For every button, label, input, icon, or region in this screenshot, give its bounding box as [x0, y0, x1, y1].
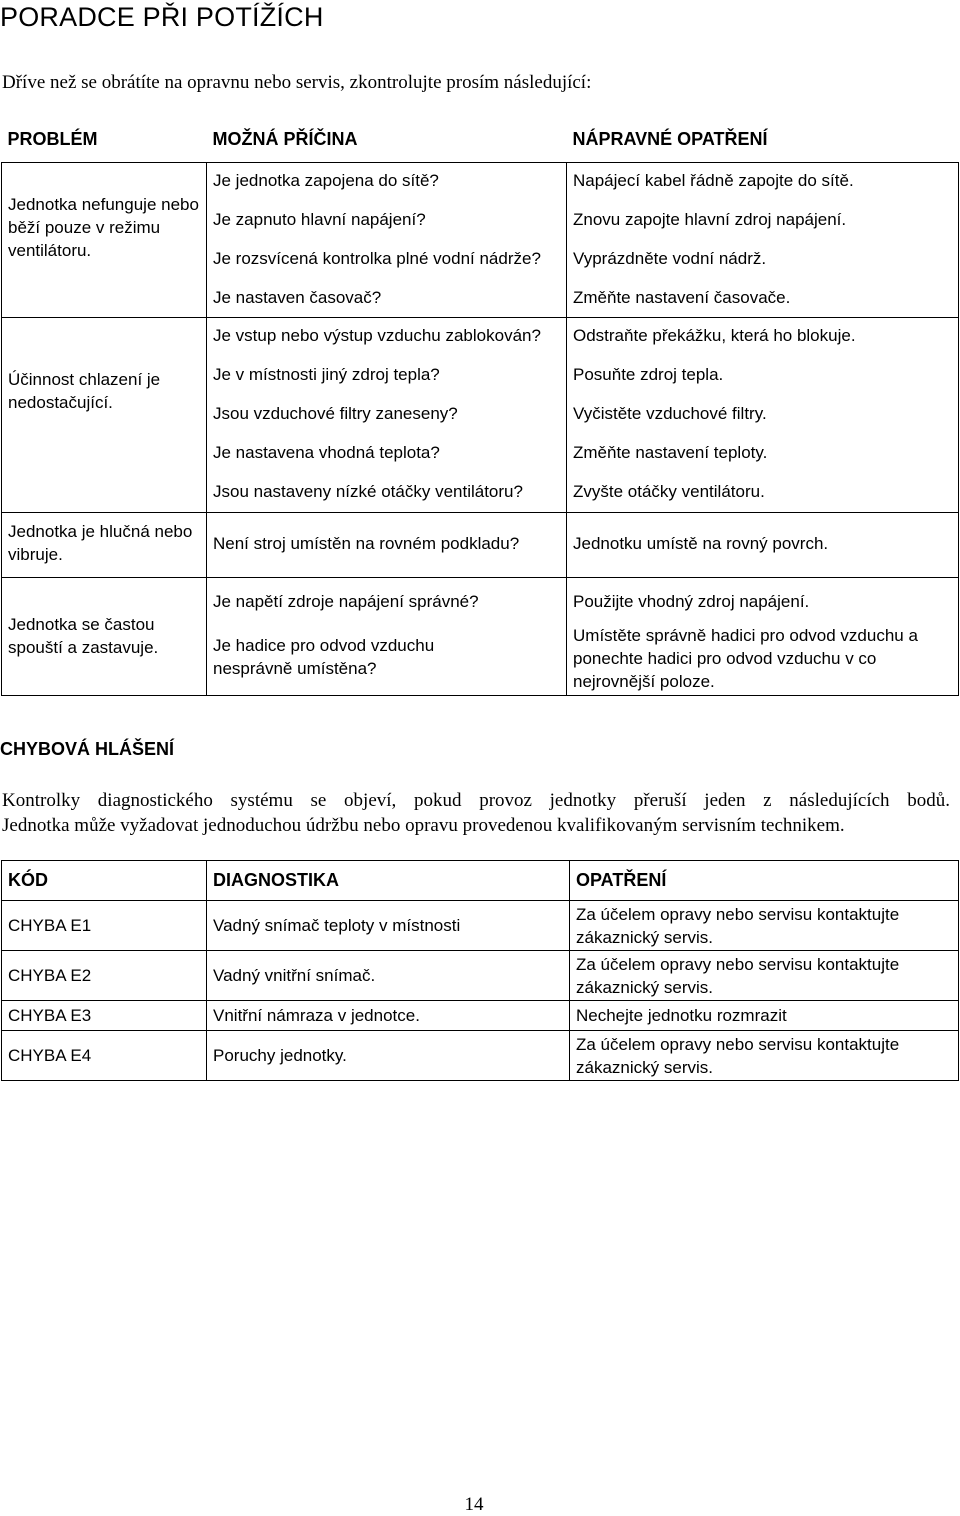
cause-cell: Je vstup nebo výstup vzduchu zablokován? [213, 325, 541, 345]
problem-cell: Jednotka nefunguje nebo běží pouze v režimu ventilátoru. [8, 194, 199, 260]
error-paragraph-line: Jednotka může vyžadovat jednoduchou údržbu nebo opravu provedenou kvalifikovaným servisním technikem. [2, 815, 845, 836]
remedy-cell: Posuňte zdroj tepla. [573, 364, 724, 384]
problem-cell: Účinnost chlazení je nedostačující. [8, 369, 161, 412]
remedy-cell: Použijte vhodný zdroj napájení. [573, 591, 810, 611]
diagnosis-cell: Poruchy jednotky. [207, 1031, 570, 1081]
table-header-row [2, 861, 959, 901]
header-code: KÓD [8, 870, 48, 890]
cause-cell: Je nastavena vhodná teplota? [213, 442, 440, 462]
error-code-table [1, 860, 959, 1081]
table-row [2, 951, 959, 1001]
header-diagnosis: DIAGNOSTIKA [213, 870, 339, 890]
section-title-errors: CHYBOVÁ HLÁŠENÍ [0, 739, 175, 759]
problem-cell: Jednotka je hlučná nebo vibruje. [8, 521, 193, 564]
action-cell: Za účelem opravy nebo servisu kontaktujte zákaznický servis. [570, 901, 959, 951]
header-cause: MOŽNÁ PŘÍČINA [212, 129, 358, 150]
header-remedy: NÁPRAVNÉ OPATŘENÍ [572, 129, 768, 150]
diagnosis-cell: Vadný vnitřní snímač. [207, 951, 570, 1001]
table-row [2, 512, 959, 577]
cause-cell: Je jednotka zapojena do sítě? [213, 170, 439, 190]
cause-cell: Jsou vzduchové filtry zaneseny? [213, 403, 458, 423]
page-number: 14 [464, 1494, 484, 1515]
diagnosis-cell: Vadný snímač teploty v místnosti [207, 901, 570, 951]
remedy-cell: Zvyšte otáčky ventilátoru. [573, 481, 765, 501]
remedy-cell: Napájecí kabel řádně zapojte do sítě. [573, 170, 854, 190]
troubleshooting-table [1, 118, 959, 696]
page-title: PORADCE PŘI POTÍŽÍCH [0, 2, 324, 32]
remedy-cell: Změňte nastavení teploty. [573, 442, 768, 462]
remedy-cell: Změňte nastavení časovače. [573, 287, 791, 307]
table-row [2, 577, 959, 695]
header-action: OPATŘENÍ [576, 870, 667, 890]
table-row [2, 1001, 959, 1031]
table-row [2, 1031, 959, 1081]
code-cell: CHYBA E3 [2, 1001, 207, 1031]
action-cell: Za účelem opravy nebo servisu kontaktujte zákaznický servis. [570, 951, 959, 1001]
header-problem: PROBLÉM [7, 129, 98, 150]
cause-cell: Jsou nastaveny nízké otáčky ventilátoru? [213, 481, 523, 501]
table-row [2, 901, 959, 951]
action-cell: Nechejte jednotku rozmrazit [570, 1001, 959, 1031]
remedy-cell: Vyčistěte vzduchové filtry. [573, 403, 767, 423]
cause-cell: Je v místnosti jiný zdroj tepla? [213, 364, 440, 384]
cause-cell: Je rozsvícená kontrolka plné vodní nádrže? [213, 248, 541, 268]
table-row [2, 317, 959, 512]
error-paragraph-line: Kontrolky diagnostického systému se objeví, pokud provoz jednotky přeruší jeden z následujících bodů. [2, 790, 950, 811]
remedy-cell: Odstraňte překážku, která ho blokuje. [573, 325, 856, 345]
error-paragraph [2, 788, 950, 838]
remedy-cell: Umístěte správně hadici pro odvod vzduchu a ponechte hadici pro odvod vzduchu v co nejrovnější poloze. [573, 625, 918, 691]
intro-text: Dříve než se obrátíte na opravnu nebo servis, zkontrolujte prosím následující: [2, 72, 592, 93]
cause-cell: Je hadice pro odvod vzduchu nesprávně umístěna? [213, 635, 435, 678]
code-cell: CHYBA E2 [2, 951, 207, 1001]
remedy-cell: Jednotku umístě na rovný povrch. [573, 533, 829, 553]
remedy-cell: Znovu zapojte hlavní zdroj napájení. [573, 209, 847, 229]
table-header-row [2, 118, 959, 162]
cause-cell: Je zapnuto hlavní napájení? [213, 209, 426, 229]
table-row [2, 162, 959, 317]
code-cell: CHYBA E4 [2, 1031, 207, 1081]
problem-cell: Jednotka se častou spouští a zastavuje. [8, 614, 159, 657]
remedy-cell: Vyprázdněte vodní nádrž. [573, 248, 767, 268]
action-cell: Za účelem opravy nebo servisu kontaktujte zákaznický servis. [570, 1031, 959, 1081]
cause-cell: Je nastaven časovač? [213, 287, 382, 307]
cause-cell: Je napětí zdroje napájení správné? [213, 591, 479, 611]
diagnosis-cell: Vnitřní námraza v jednotce. [207, 1001, 570, 1031]
code-cell: CHYBA E1 [2, 901, 207, 951]
cause-cell: Není stroj umístěn na rovném podkladu? [213, 533, 520, 553]
